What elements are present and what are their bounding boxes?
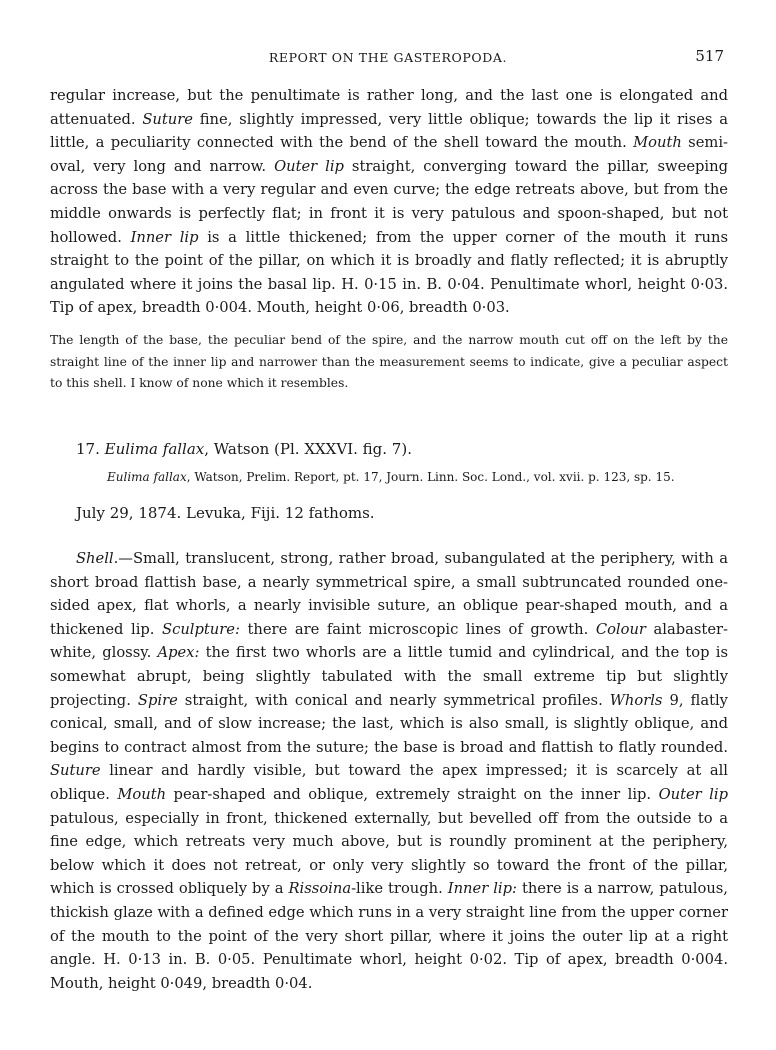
species-heading <box>50 438 728 524</box>
species-reference: Eulima fallax, Watson, Prelim. Report, pt. 17, Journ. Linn. Soc. Lond., vol. xvii. p. 123, sp. 15. <box>107 470 675 484</box>
term-colour: Colour <box>595 620 646 638</box>
term-rissoina: Rissoina <box>288 880 352 898</box>
description-continued <box>50 84 728 320</box>
species-title: 17. Eulima fallax, Watson (Pl. XXXVI. fig. 7). <box>76 440 412 458</box>
paragraph-continued: regular increase, but the penultimate is rather long, and the last one is elongated and attenuated. Suture fine, slightly impressed, very little oblique; towards the lip it rises a little, a peculiarity connected with the bend of the shell toward the mouth. Mouth semi-oval, very long and narrow. Outer lip straight, converging toward the pillar, sweeping across the base with a very regular and even curve; the edge retreats above, but from the middle onwards is perfectly flat; in front it is very patulous and spoon-shaped, but not hollowed. Inner lip is a little thickened; from the upper corner of the mouth it runs straight to the point of the pillar, on which it is broadly and flatly reflected; it is abruptly angulated where it joins the basal lip. H. 0·15 in. B. 0·04. Penultimate whorl, height 0·03. Tip of apex, breadth 0·004. Mouth, height 0·06, breadth 0·03. <box>50 87 729 317</box>
running-title: REPORT ON THE GASTEROPODA. <box>268 50 508 65</box>
term-mouth: Mouth <box>117 785 167 803</box>
term-outer-lip: Outer lip <box>274 157 344 175</box>
term-suture: Suture <box>50 762 101 780</box>
term-outer-lip: Outer lip <box>658 785 728 803</box>
term-mouth: Mouth <box>633 134 682 152</box>
term-whorls: Whorls <box>609 691 663 709</box>
shell-description <box>50 547 728 995</box>
remark-note <box>50 330 728 395</box>
page-number: 517 <box>695 47 724 65</box>
shell-paragraph: Shell.—Small, translucent, strong, rather broad, subangulated at the periphery, with a short broad flattish base, a nearly symmetrical spire, a small subtruncated rounded one-sided apex, flat whorls, a nearly invisible suture, an oblique pear-shaped mouth, and a thickened lip. Sculpture: there are faint microscopic lines of growth. Colour alabaster-white, glossy. Apex: the first two whorls are a little tumid and cylindrical, and the top is somewhat abrupt, being slightly tabulated with the small extreme tip but slightly projecting. Spire straight, with conical and nearly symmetrical profiles. Whorls 9, flatly conical, small, and of slow increase; the last, which is also small, is slightly oblique, and begins to contract almost from the suture; the base is broad and flattish to flatly rounded. Suture linear and hardly visible, but toward the apex impressed; it is scarcely at all oblique. Mouth pear-shaped and oblique, extremely straight on the inner lip. Outer lip patulous, especially in front, thickened externally, but bevelled off from the outside to a fine edge, which retreats very much above, but is roundly prominent at the periphery, below which it does not retreat, or only very slightly so toward the front of the pillar, which is crossed obliquely by a Rissoina-like trough. Inner lip: there is a narrow, patulous, thickish glaze with a defined edge which runs in a very straight line from the upper corner of the mouth to the point of the very short pillar, where it joins the outer lip at a right angle. H. 0·13 in. B. 0·05. Penultimate whorl, height 0·02. Tip of apex, breadth 0·004. Mouth, height 0·049, breadth 0·04. <box>50 550 729 992</box>
term-apex: Apex: <box>157 644 200 662</box>
species-name: Eulima fallax <box>104 440 205 458</box>
term-inner-lip: Inner lip: <box>447 880 517 898</box>
term-shell: Shell. <box>76 550 119 567</box>
term-suture: Suture <box>142 110 193 128</box>
term-sculpture: Sculpture: <box>162 620 240 638</box>
running-header <box>0 47 776 69</box>
term-inner-lip: Inner lip <box>130 228 199 246</box>
term-spire: Spire <box>137 691 178 709</box>
station-locality: July 29, 1874. Levuka, Fiji. 12 fathoms. <box>76 504 375 522</box>
note-text: The length of the base, the peculiar bend of the spire, and the narrow mouth cut off on the left by the straight line of the inner lip and narrower than the measurement seems to indicate, give a peculiar aspect to this shell. I know of none which it resembles. <box>50 333 728 390</box>
